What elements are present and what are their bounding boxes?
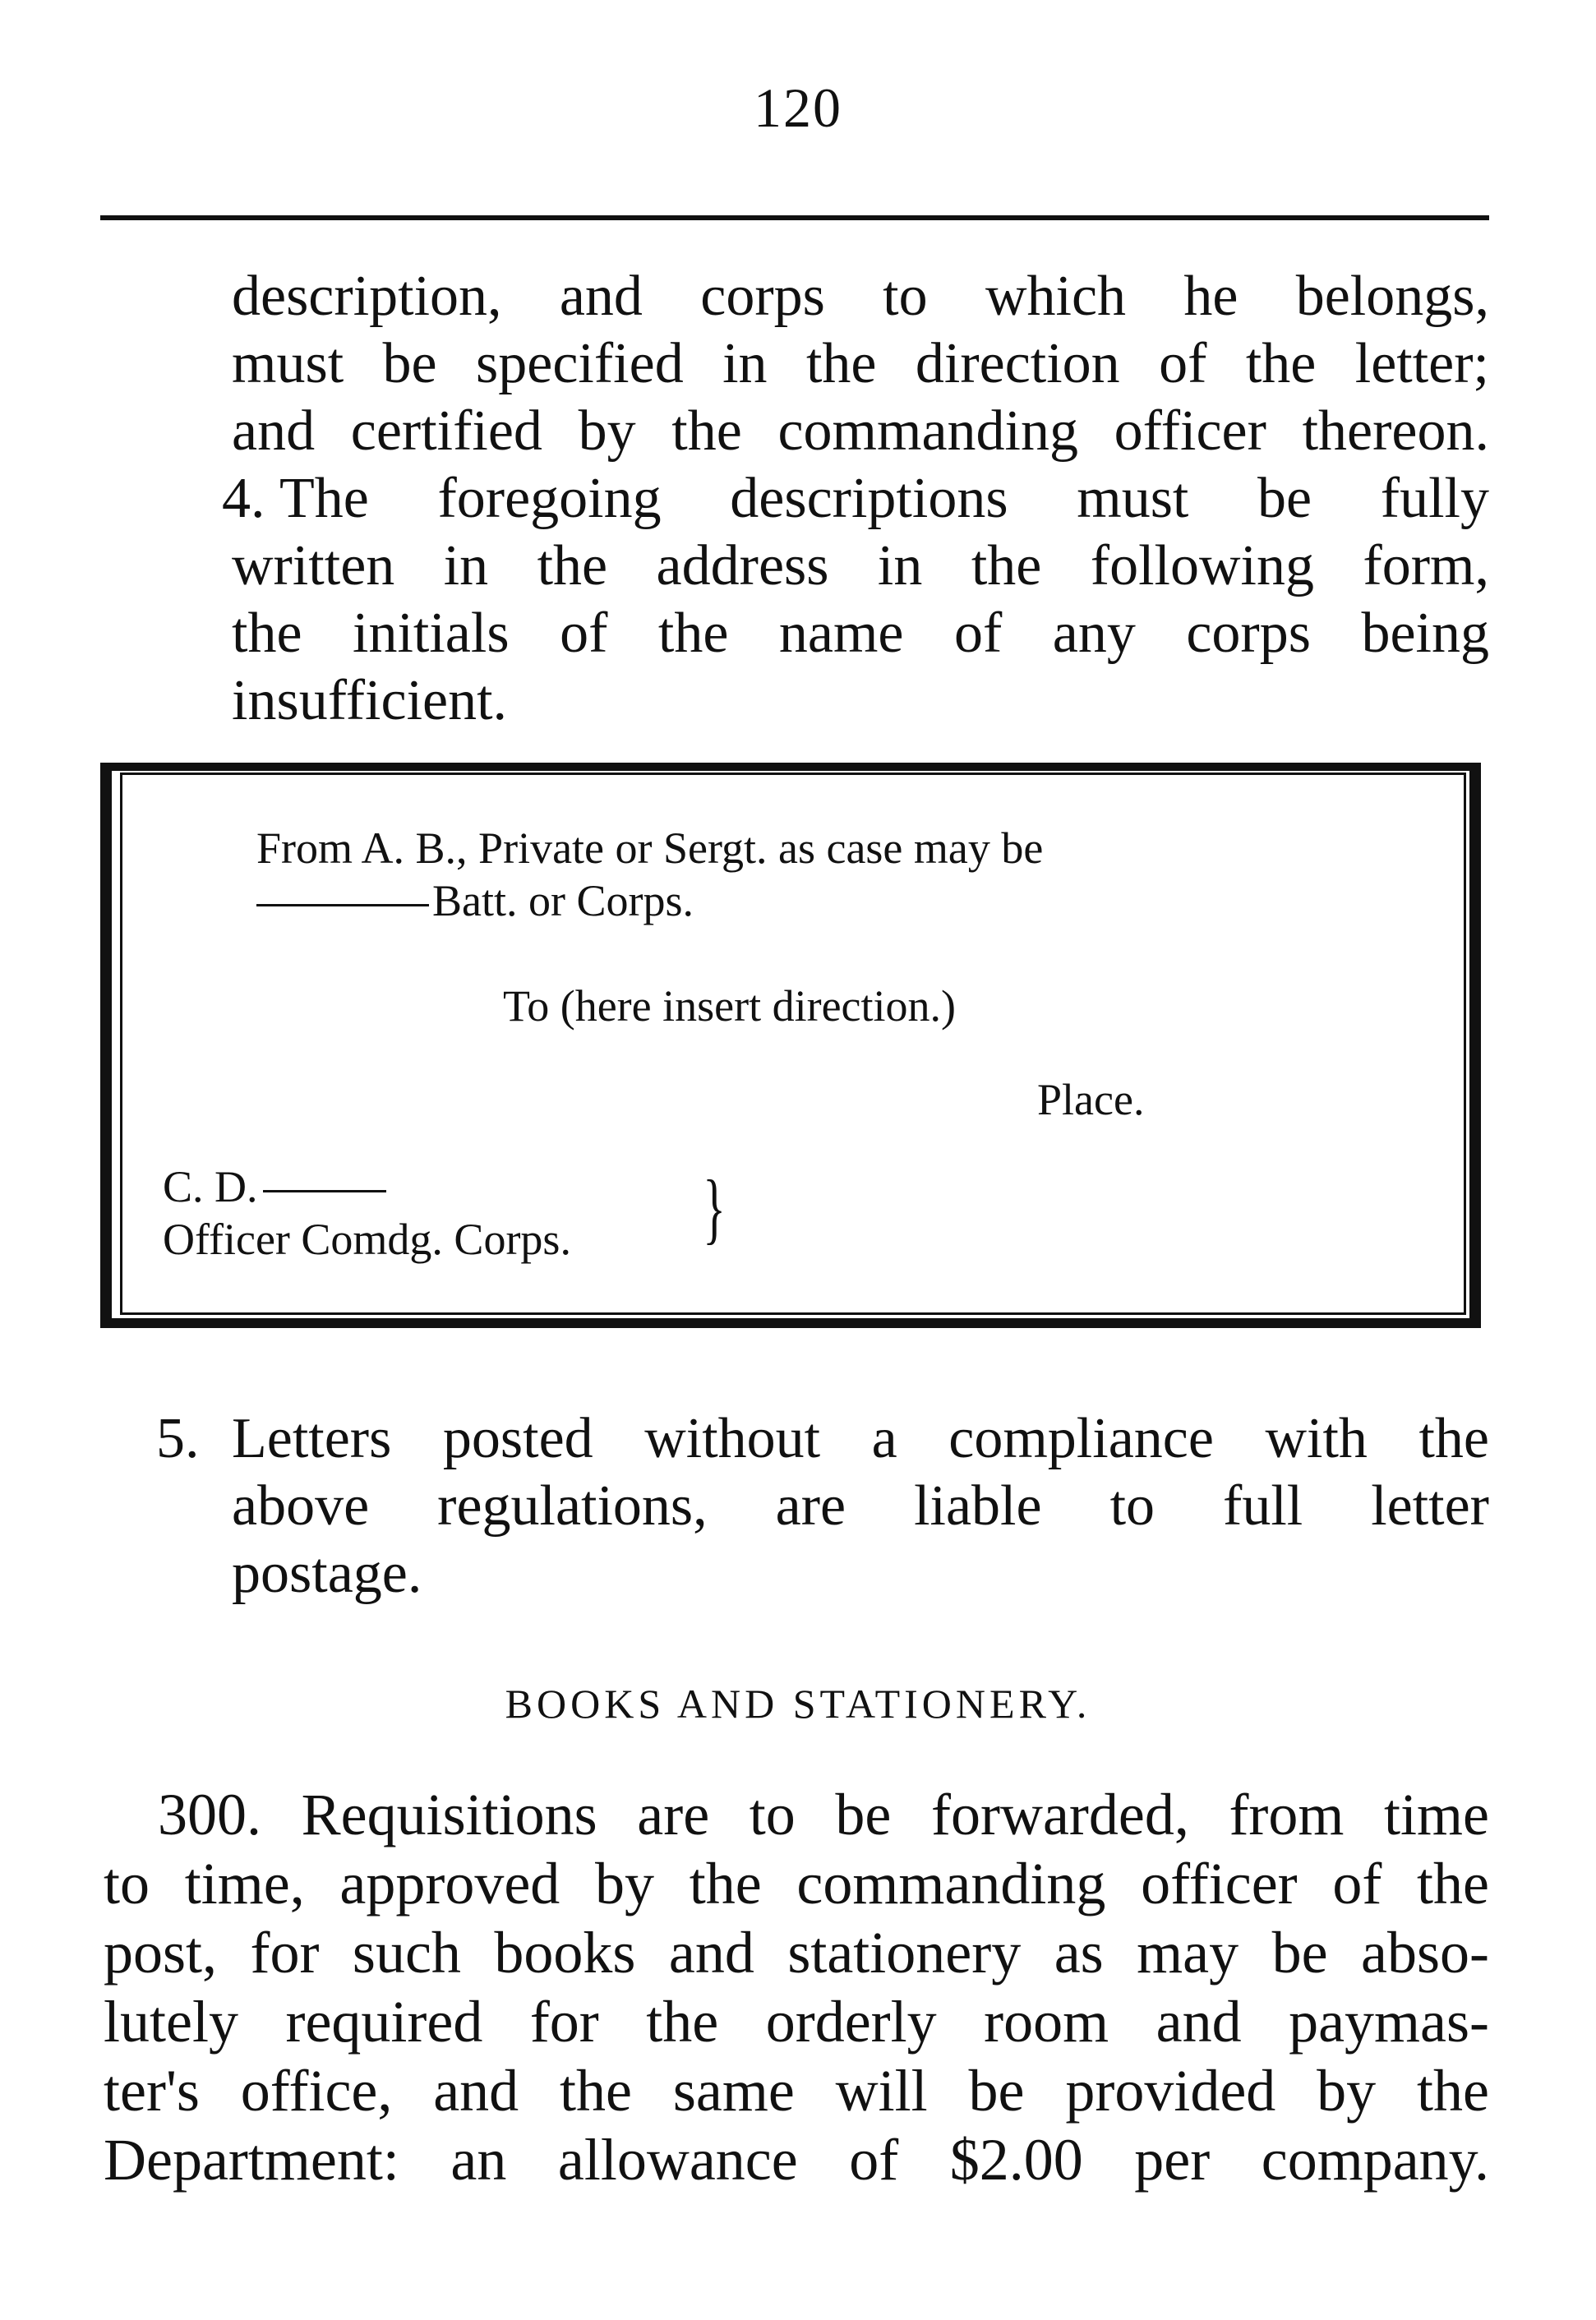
text-line: lutely required for the orderly room and paymas- (104, 1989, 1489, 2055)
page-number: 120 (754, 76, 842, 139)
text-line: 300. Requisitions are to be forwarded, from time (158, 1782, 1489, 1847)
item-number: 4. (222, 467, 265, 530)
form-from-line: From A. B., Private or Sergt. as case may be (256, 823, 1044, 873)
text-line: above regulations, are liable to full letter (232, 1474, 1489, 1538)
form-to-line: To (here insert direction.) (503, 981, 956, 1031)
text-line: ter's office, and the same will be provided by the (104, 2058, 1489, 2124)
text-line: written in the address in the following form, (232, 534, 1489, 597)
form-batt-text: Batt. or Corps. (432, 876, 694, 925)
form-officer-line: Officer Comdg. Corps. (163, 1215, 571, 1264)
form-place: Place. (1037, 1075, 1145, 1124)
text-line: post, for such books and stationery as may be abso- (104, 1920, 1489, 1986)
item-number: 5. (156, 1407, 200, 1470)
continuation-paragraph (232, 263, 1489, 465)
text-line: to time, approved by the commanding officer of the (104, 1851, 1489, 1916)
item-300-paragraph (104, 1780, 1489, 2194)
blank-dash (263, 1190, 386, 1192)
text-line: postage. (232, 1542, 422, 1605)
form-cd-text: C. D. (163, 1162, 258, 1211)
brace-icon: } (703, 1164, 726, 1252)
text-line: insufficient. (232, 669, 508, 732)
text-line: must be specified in the direction of the letter; (232, 332, 1489, 395)
text-line: Department: an allowance of $2.00 per company. (104, 2127, 1489, 2193)
text-line: description, and corps to which he belongs, (232, 265, 1489, 328)
text-line: Letters posted without a compliance with the (232, 1407, 1489, 1470)
text-line: the initials of the name of any corps being (232, 602, 1489, 665)
item-4-paragraph (232, 465, 1489, 735)
item-5-paragraph (232, 1405, 1489, 1607)
header-rule (100, 215, 1489, 220)
section-heading: BOOKS AND STATIONERY. (505, 1681, 1091, 1727)
blank-dash (256, 904, 429, 906)
form-batt-line (256, 874, 694, 927)
text-line: The foregoing descriptions must be fully (279, 467, 1489, 530)
text-line: and certified by the commanding officer thereon. (232, 399, 1489, 463)
form-cd-line (163, 1160, 386, 1213)
